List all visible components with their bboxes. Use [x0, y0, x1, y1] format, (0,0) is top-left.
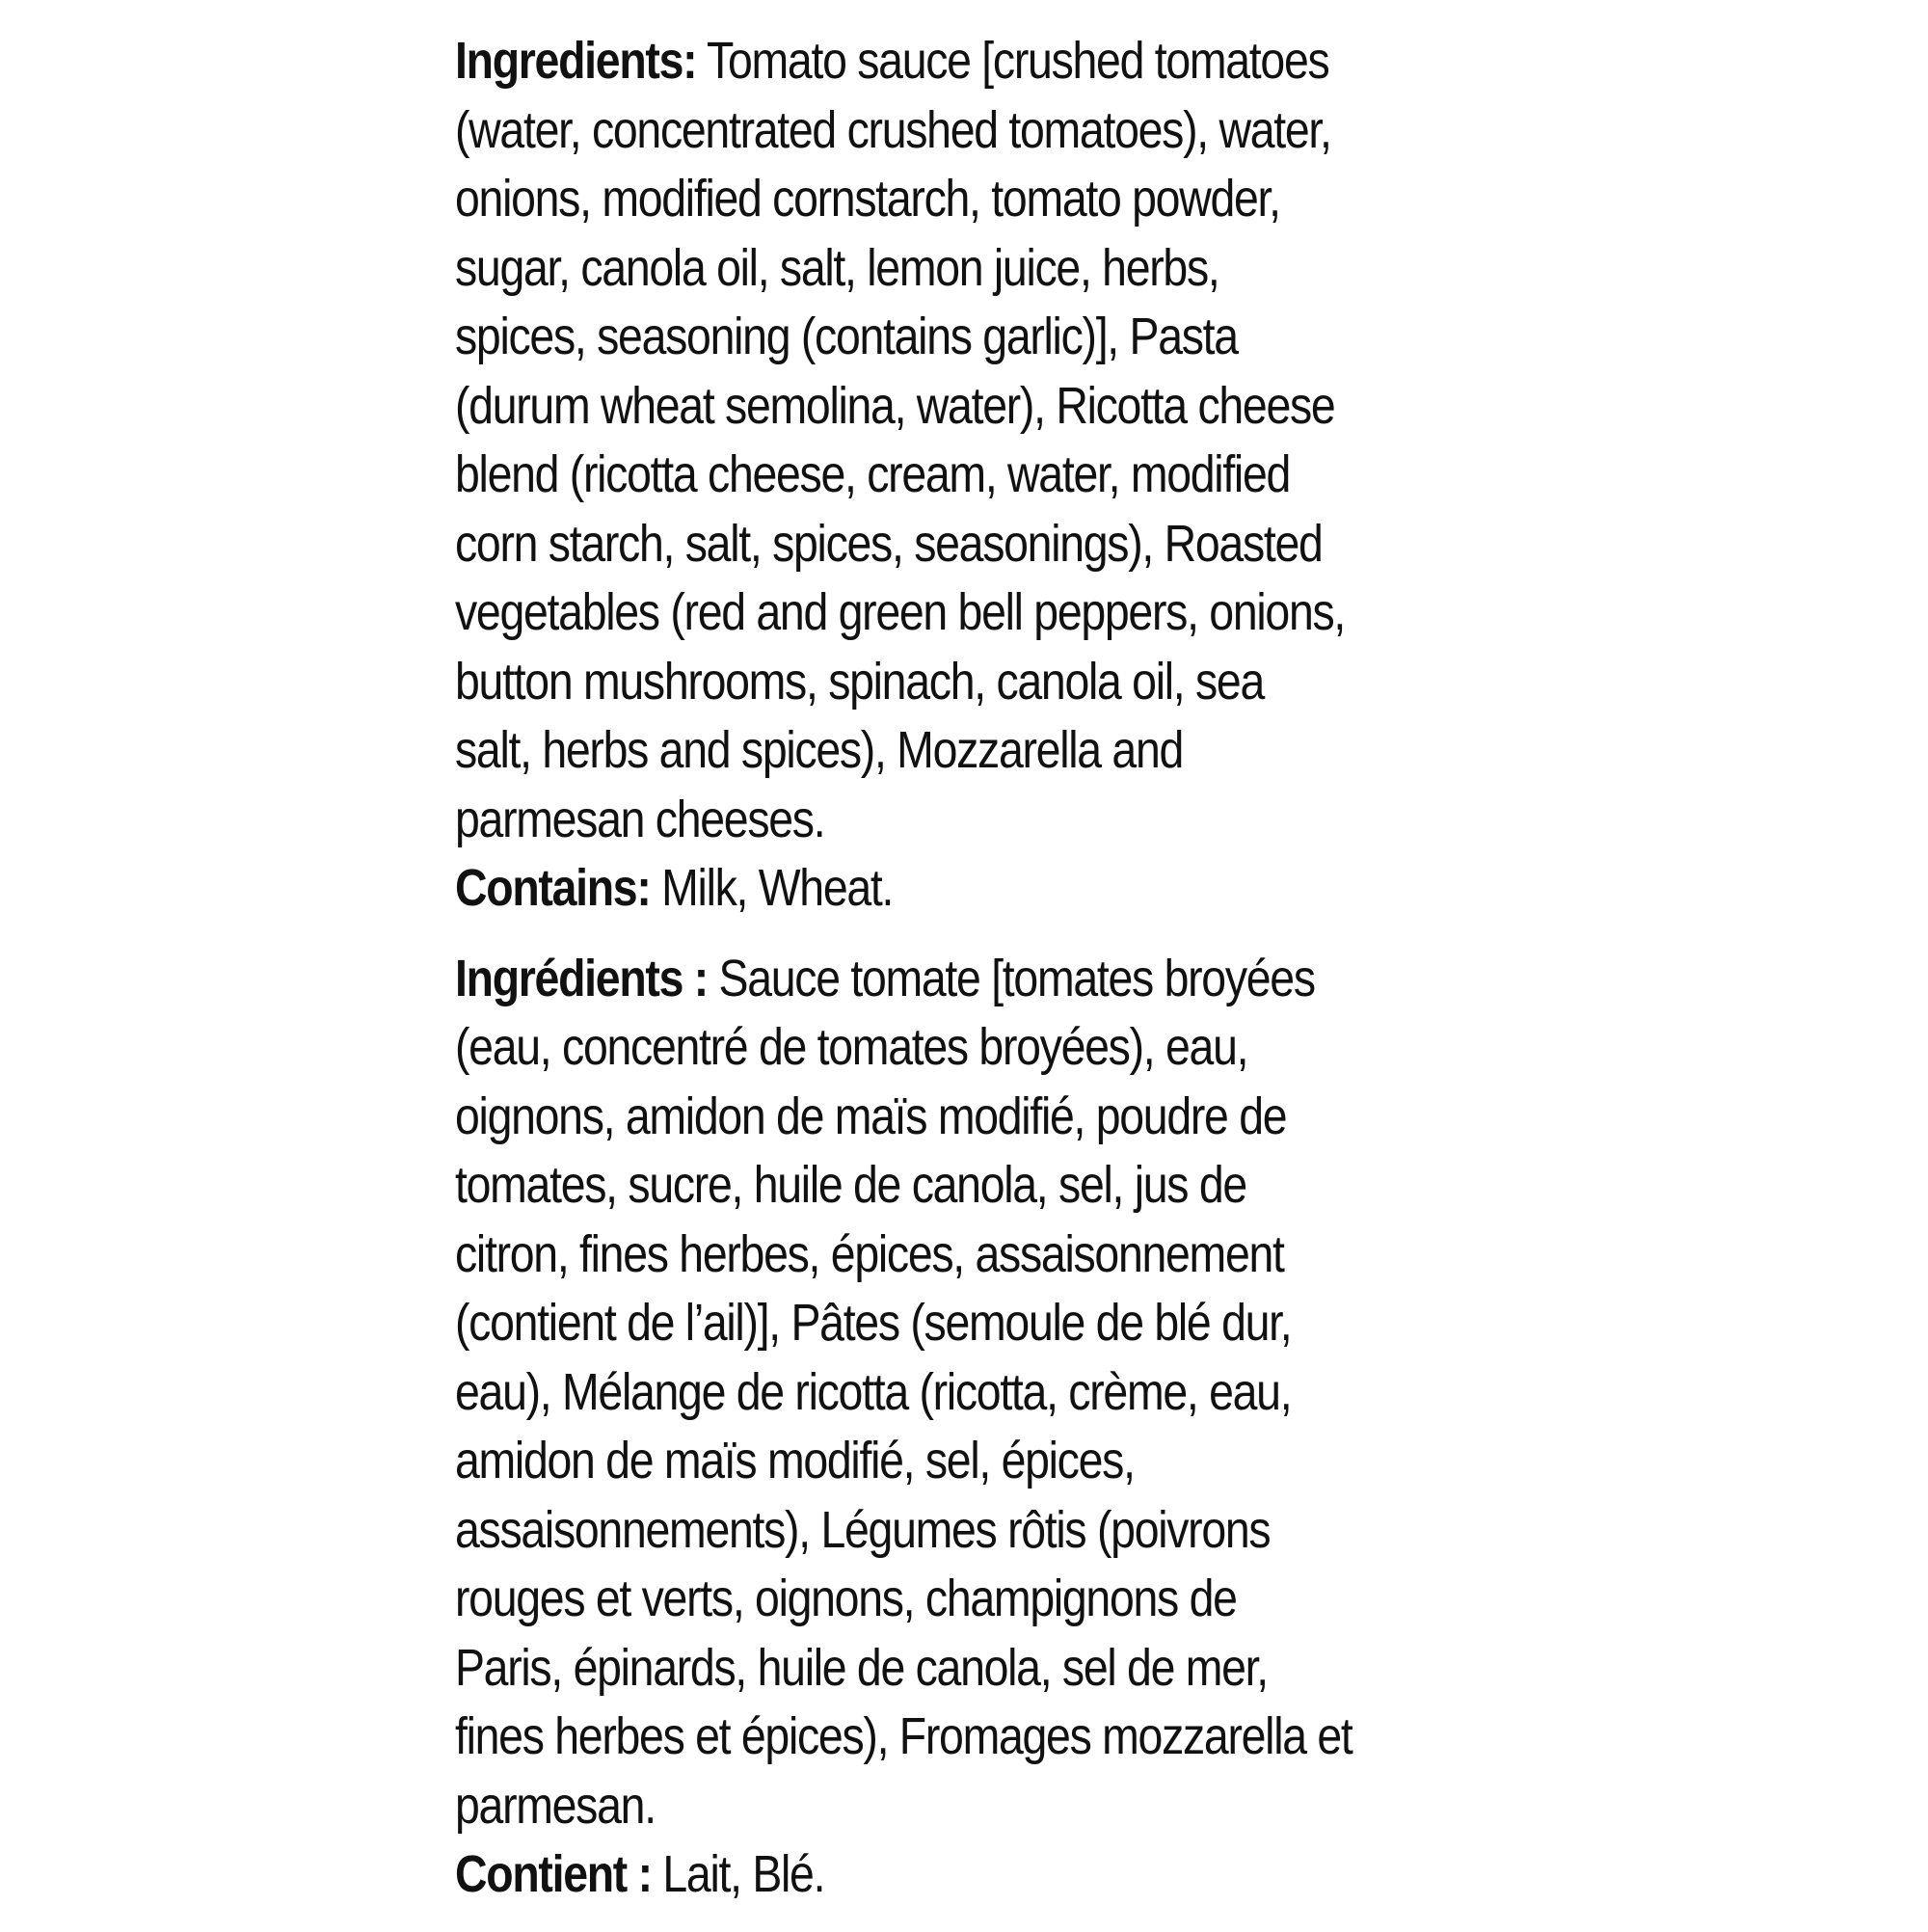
- english-ingredients-line-1: [455, 27, 1383, 96]
- french-ingredients-line-1: [455, 945, 1383, 1014]
- english-ingredients-line-8: corn starch, salt, spices, seasonings), Roasted: [455, 514, 1323, 573]
- french-ingredients-block: [455, 945, 1535, 1910]
- french-ingredients-line-13: parmesan.: [455, 1776, 656, 1835]
- french-ingredients-line-7: eau), Mélange de ricotta (ricotta, crème, eau,: [455, 1362, 1292, 1421]
- english-ingredients-line-12: parmesan cheeses.: [455, 790, 825, 848]
- english-ingredients-line-2: (water, concentrated crushed tomatoes), water,: [455, 100, 1331, 159]
- french-ingredients-heading: Ingrédients :: [455, 949, 708, 1007]
- english-ingredients-line-9: vegetables (red and green bell peppers, onions,: [455, 583, 1346, 641]
- english-ingredients-line-10: button mushrooms, spinach, canola oil, sea: [455, 652, 1264, 711]
- french-ingredients-line-3: oignons, amidon de maïs modifié, poudre de: [455, 1087, 1287, 1145]
- french-ingredients-text: Sauce tomate [tomates broyées: [707, 949, 1315, 1007]
- ingredients-label: [455, 27, 1535, 1910]
- french-ingredients-line-10: rouges et verts, oignons, champignons de: [455, 1570, 1237, 1627]
- french-ingredients-line-6: (contient de l’ail)], Pâtes (semoule de blé dur,: [455, 1294, 1292, 1352]
- french-contains-text: Lait, Blé.: [651, 1845, 825, 1903]
- english-ingredients-text: Tomato sauce [crushed tomatoes: [696, 32, 1329, 90]
- english-ingredients-line-7: blend (ricotta cheese, cream, water, modified: [455, 445, 1291, 503]
- french-ingredients-line-8: amidon de maïs modifié, sel, épices,: [455, 1432, 1135, 1489]
- french-ingredients-line-9: assaisonnements), Légumes rôtis (poivrons: [455, 1500, 1271, 1559]
- english-ingredients-line-4: sugar, canola oil, salt, lemon juice, herbs,: [455, 238, 1219, 297]
- french-ingredients-line-11: Paris, épinards, huile de canola, sel de mer,: [455, 1638, 1268, 1697]
- french-ingredients-line-12: fines herbes et épices), Fromages mozzarella et: [455, 1707, 1352, 1765]
- english-contains-text: Milk, Wheat.: [650, 859, 894, 917]
- french-ingredients-line-4: tomates, sucre, huile de canola, sel, jus de: [455, 1156, 1246, 1214]
- english-ingredients-block: [455, 27, 1535, 924]
- english-contains-heading: Contains:: [455, 859, 651, 917]
- english-ingredients-line-5: spices, seasoning (contains garlic)], Pasta: [455, 308, 1238, 365]
- english-ingredients-line-11: salt, herbs and spices), Mozzarella and: [455, 721, 1184, 779]
- french-contains-heading: Contient :: [455, 1845, 652, 1903]
- english-ingredients-line-3: onions, modified cornstarch, tomato powder,: [455, 170, 1280, 228]
- french-ingredients-line-2: (eau, concentré de tomates broyées), eau,: [455, 1018, 1248, 1076]
- english-ingredients-heading: Ingredients:: [455, 32, 697, 90]
- french-contains-line: [455, 1840, 1383, 1910]
- french-ingredients-line-5: citron, fines herbes, épices, assaisonnement: [455, 1224, 1284, 1283]
- english-ingredients-line-6: (durum wheat semolina, water), Ricotta cheese: [455, 376, 1335, 435]
- english-contains-line: [455, 854, 1383, 924]
